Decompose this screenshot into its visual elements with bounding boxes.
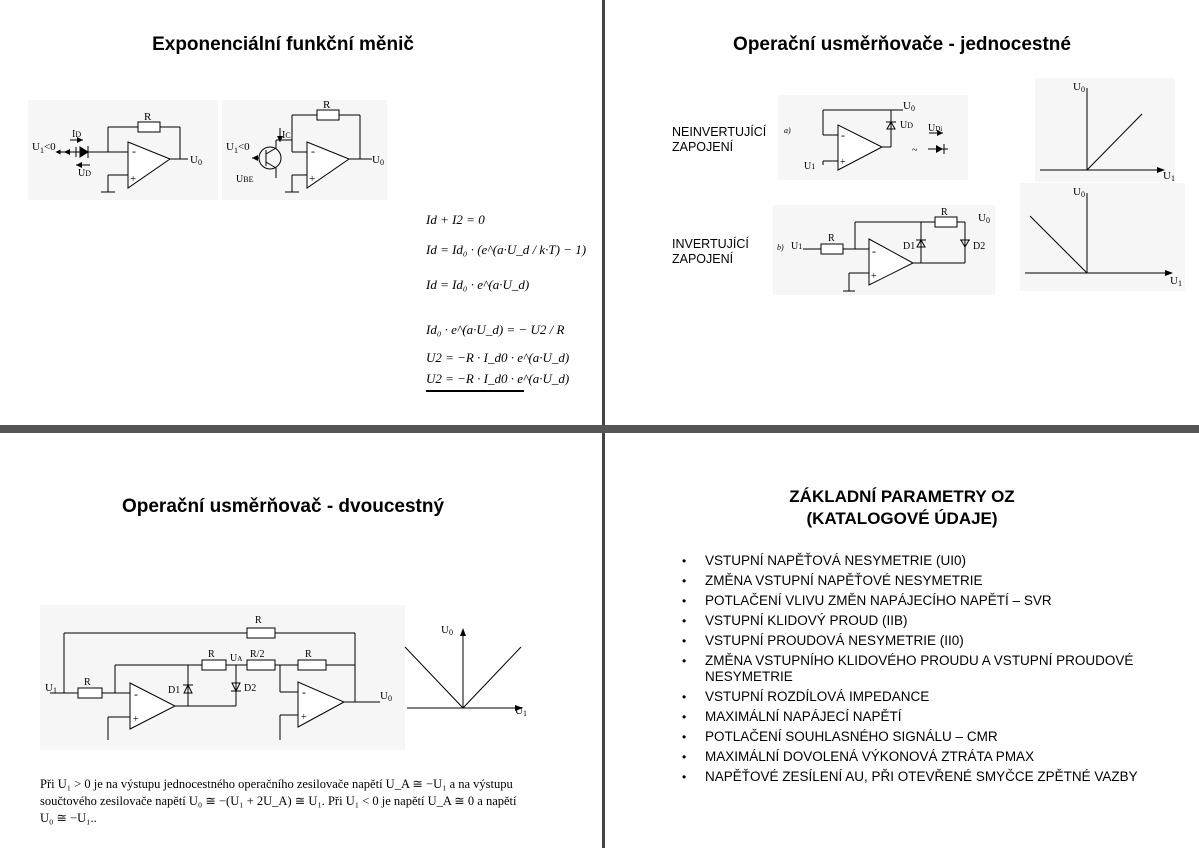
svg-text:U1: U1 <box>1163 170 1175 182</box>
svg-text:U0: U0 <box>903 100 915 113</box>
svg-text:a): a) <box>784 126 791 135</box>
list-item: • POTLAČENÍ SOUHLASNÉHO SIGNÁLU – CMR <box>680 729 1160 745</box>
exponential-circuit-diode <box>28 100 218 200</box>
parameters-list <box>680 553 1160 789</box>
equation-5: U2 = −R · I_d0 · e^(a·U_d) <box>426 350 570 365</box>
fullwave-caption: Při U₁ > 0 je na výstupu jednocestného operačního zesilovače napětí U_A ≅ −U₁ a na výstupu součtového zesilovače napětí U₀ ≅ −(U₁ + 2U_A) ≅ U₁. Při U₁ < 0 je napětí U_A ≅ 0 a napětí U₀ ≅ −U₁.. <box>40 777 517 825</box>
svg-text:U0: U0 <box>380 690 392 703</box>
horizontal-divider <box>0 425 1199 433</box>
svg-text:D1: D1 <box>168 685 181 696</box>
svg-text:R: R <box>323 100 331 111</box>
halfwave-circuit-inverting <box>773 205 995 295</box>
svg-text:U1<0: $U_1<0$ <box>226 141 250 155</box>
svg-text:+: + <box>871 271 877 282</box>
svg-text:U0: U0 <box>1073 81 1085 94</box>
list-item: • VSTUPNÍ NAPĚŤOVÁ NESYMETRIE (UI0) <box>680 553 1160 569</box>
svg-text:-: - <box>132 144 136 158</box>
list-item: • NAPĚŤOVÉ ZESÍLENÍ AU, PŘI OTEVŘENÉ SMYČCE ZPĚTNÉ VAZBY <box>680 769 1160 785</box>
svg-text:-: - <box>134 687 138 701</box>
exponential-circuit-transistor <box>222 100 387 200</box>
slide-title-halfwave: Operační usměrňovače - jednocestné <box>733 34 1071 55</box>
svg-text:-: - <box>311 144 315 158</box>
svg-text:U0: U0 <box>372 154 384 167</box>
svg-text:-: - <box>841 128 845 142</box>
svg-text:R: R <box>208 649 215 660</box>
halfwave-graph-noninverting <box>1035 78 1175 182</box>
svg-text:D2: D2 <box>973 241 986 252</box>
svg-text:ID: ID <box>72 129 82 140</box>
list-item: • POTLAČENÍ VLIVU ZMĚN NAPÁJECÍHO NAPĚTÍ – SVR <box>680 593 1160 609</box>
equation-1: Id + I2 = 0 <box>426 212 485 227</box>
fullwave-graph <box>403 620 533 720</box>
list-item: • MAXIMÁLNÍ NAPÁJECÍ NAPĚTÍ <box>680 709 1160 725</box>
svg-text:UDi: UDi <box>928 123 943 134</box>
svg-text:b): b) <box>777 243 784 252</box>
svg-text:+: + <box>301 712 307 723</box>
halfwave-graph-inverting <box>1020 183 1185 291</box>
list-item: • ZMĚNA VSTUPNÍHO KLIDOVÉHO PROUDU A VSTUPNÍ PROUDOVÉ NESYMETRIE <box>680 653 1160 685</box>
list-item: • VSTUPNÍ PROUDOVÁ NESYMETRIE (II0) <box>680 633 1160 649</box>
parameters-title-line1: ZÁKLADNÍ PARAMETRY OZ <box>789 487 1015 506</box>
list-item: • VSTUPNÍ ROZDÍLOVÁ IMPEDANCE <box>680 689 1160 705</box>
slide-title-exponential: Exponenciální funkční měnič <box>152 34 414 55</box>
svg-text:U1: U1 <box>515 705 527 718</box>
equation-4: Id₀ · e^(a·U_d) = − U2 / R <box>426 322 565 337</box>
list-item: • VSTUPNÍ KLIDOVÝ PROUD (IIB) <box>680 613 1160 629</box>
fullwave-circuit <box>40 605 405 750</box>
label-noninverting: NEINVERTUJÍCÍ ZAPOJENÍ <box>672 125 767 154</box>
svg-text:IC: IC <box>282 130 291 141</box>
svg-text:D1: D1 <box>903 241 916 252</box>
label-inverting: INVERTUJÍCÍ ZAPOJENÍ <box>672 237 749 266</box>
equation-3: Id = Id₀ · e^(a·U_d) <box>426 277 530 292</box>
halfwave-circuit-noninverting <box>778 95 968 180</box>
svg-text:U1: U1 <box>45 682 57 695</box>
equation-6: U2 = −R · I_d0 · e^(a·U_d) <box>426 371 524 392</box>
svg-text:U1: U1 <box>804 161 816 172</box>
equation-2: Id = Id₀ · (e^(a·U_d / k·T) − 1) <box>426 242 587 257</box>
svg-text:+: + <box>309 173 316 185</box>
svg-text:U0: U0 <box>441 624 453 637</box>
svg-text:U0: U0 <box>978 212 990 225</box>
svg-text:U0: U0 <box>1073 186 1085 199</box>
svg-text:~: ~ <box>912 145 918 156</box>
svg-text:UD: UD <box>78 168 92 179</box>
svg-text:-: - <box>872 244 876 258</box>
svg-text:D2: D2 <box>244 683 257 694</box>
svg-text:R: R <box>941 207 948 218</box>
svg-text:UA: UA <box>230 653 243 664</box>
svg-text:-: - <box>302 685 306 699</box>
svg-text:R: R <box>84 677 91 688</box>
svg-text:R: R <box>255 615 262 626</box>
svg-text:R/2: R/2 <box>250 649 265 660</box>
svg-text:R: R <box>305 649 312 660</box>
svg-text:U0: U0 <box>190 154 202 167</box>
svg-text:U1: U1 <box>1170 275 1182 288</box>
svg-text:UBE: UBE <box>236 174 254 185</box>
svg-text:UD: UD <box>900 120 914 131</box>
svg-text:+: + <box>130 173 137 185</box>
svg-text:R: R <box>828 233 835 244</box>
svg-text:U1<0: $U_1<0$ <box>32 141 56 155</box>
svg-text:U1: U1 <box>791 241 803 252</box>
slide-title-fullwave: Operační usměrňovač - dvoucestný <box>121 496 445 517</box>
list-item: • MAXIMÁLNÍ DOVOLENÁ VÝKONOVÁ ZTRÁTA PMAX <box>680 749 1160 765</box>
resistor-label: R <box>144 111 152 123</box>
svg-text:+: + <box>133 714 139 725</box>
vertical-divider <box>602 0 605 848</box>
parameters-title-line2: (KATALOGOVÉ ÚDAJE) <box>806 509 998 528</box>
svg-text:+: + <box>840 157 846 168</box>
list-item: • ZMĚNA VSTUPNÍ NAPĚŤOVÉ NESYMETRIE <box>680 573 1160 589</box>
